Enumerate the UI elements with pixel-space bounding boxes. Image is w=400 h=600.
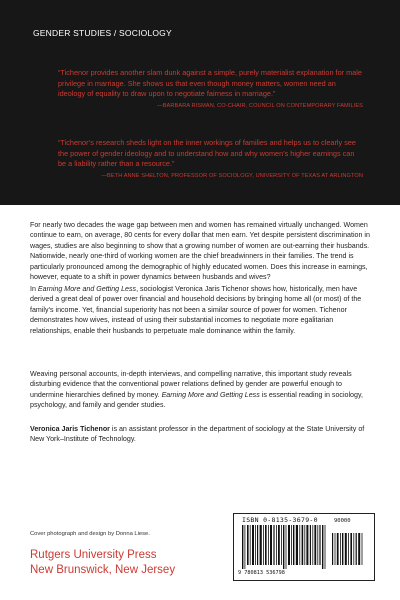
barcode-image xyxy=(240,525,368,571)
publisher-location: New Brunswick, New Jersey xyxy=(30,563,176,576)
endorsement-attribution: —BETH ANNE SHELTON, PROFESSOR OF SOCIOLOGY, UNIVERSITY OF TEXAS AT ARLINGTON xyxy=(101,172,363,179)
ean-number: 9 780813 536798 xyxy=(238,570,285,576)
paragraph-text: is essential reading in sociology, psychology, and family and gender studies. xyxy=(30,390,363,410)
endorsement-panel xyxy=(0,0,400,205)
publisher-name: Rutgers University Press xyxy=(30,549,157,561)
book-title: Earning More and Getting Less xyxy=(37,285,137,293)
barcode-box xyxy=(233,513,375,581)
endorsement-quote: “Tichenor provides another slam dunk against a simple, purely materialist explanation for male privilege in marriage. She shows us that even though money matters, women need an ideology of equality to draw upon to negotiate fairness in marriage.” xyxy=(58,68,362,98)
endorsement-blurb xyxy=(58,138,363,181)
category-label: GENDER STUDIES / SOCIOLOGY xyxy=(33,28,172,38)
paragraph-text: In xyxy=(30,285,38,293)
description-paragraph xyxy=(30,369,374,411)
publisher-info xyxy=(30,548,175,577)
paragraph-text: Weaving personal accounts, in-depth interviews, and compelling narrative, this important study reveals disturbing evidence that the conventional power relations defined by gender are powerful enough to undermine hierarchies defined by money. xyxy=(30,370,352,399)
endorsement-attribution: —BARBARA RISMAN, CO-CHAIR, COUNCIL ON CONTEMPORARY FAMILIES xyxy=(157,102,363,109)
price-code: 90000 xyxy=(334,518,351,524)
endorsement-blurb xyxy=(58,68,363,111)
cover-credit: Cover photograph and design by Donna Liese. xyxy=(30,531,150,537)
author-name: Veronica Jaris Tichenor xyxy=(30,425,110,433)
book-title: Earning More and Getting Less xyxy=(161,390,260,399)
endorsement-quote: “Tichenor’s research sheds light on the inner workings of families and helps us to clearly see the power of gender ideology and to understand how and why women’s higher earnings can be a liability rather than a resource.” xyxy=(58,138,356,168)
author-bio xyxy=(30,424,374,445)
description-paragraph xyxy=(30,284,374,336)
paragraph-text: , sociologist Veronica Jaris Tichenor shows how, historically, men have derived a great deal of power over financial and household decisions by bringing home all (or most) of the family’s income. Yet, financial superiority has not been a similar source of power for women. Tichenor demonstrates how wives, instead of using their substantial incomes to negotiate more egalitarian relationships, enable their husbands to perpetuate male dominance within the family. xyxy=(30,285,362,335)
isbn-label: ISBN 0-8135-3679-0 xyxy=(242,516,318,524)
paragraph-text: is an assistant professor in the department of sociology at the State University of New York–Institute of Technology. xyxy=(30,425,365,444)
description-paragraph: For nearly two decades the wage gap between men and women has remained virtually unchanged. Women continue to earn, on average, 80 cents for every dollar that men earn. Yet despite persistent discrimination in wages, studies are also beginning to show that a growing number of women are out-earning their husbands. Nationwide, nearly one-third of working women are the chief breadwinners in their families. The trend is particularly pronounced among the demographic of highly educated women. Does this increase in earnings, however, equate to a shift in power dynamics between husbands and wives? xyxy=(30,221,370,282)
